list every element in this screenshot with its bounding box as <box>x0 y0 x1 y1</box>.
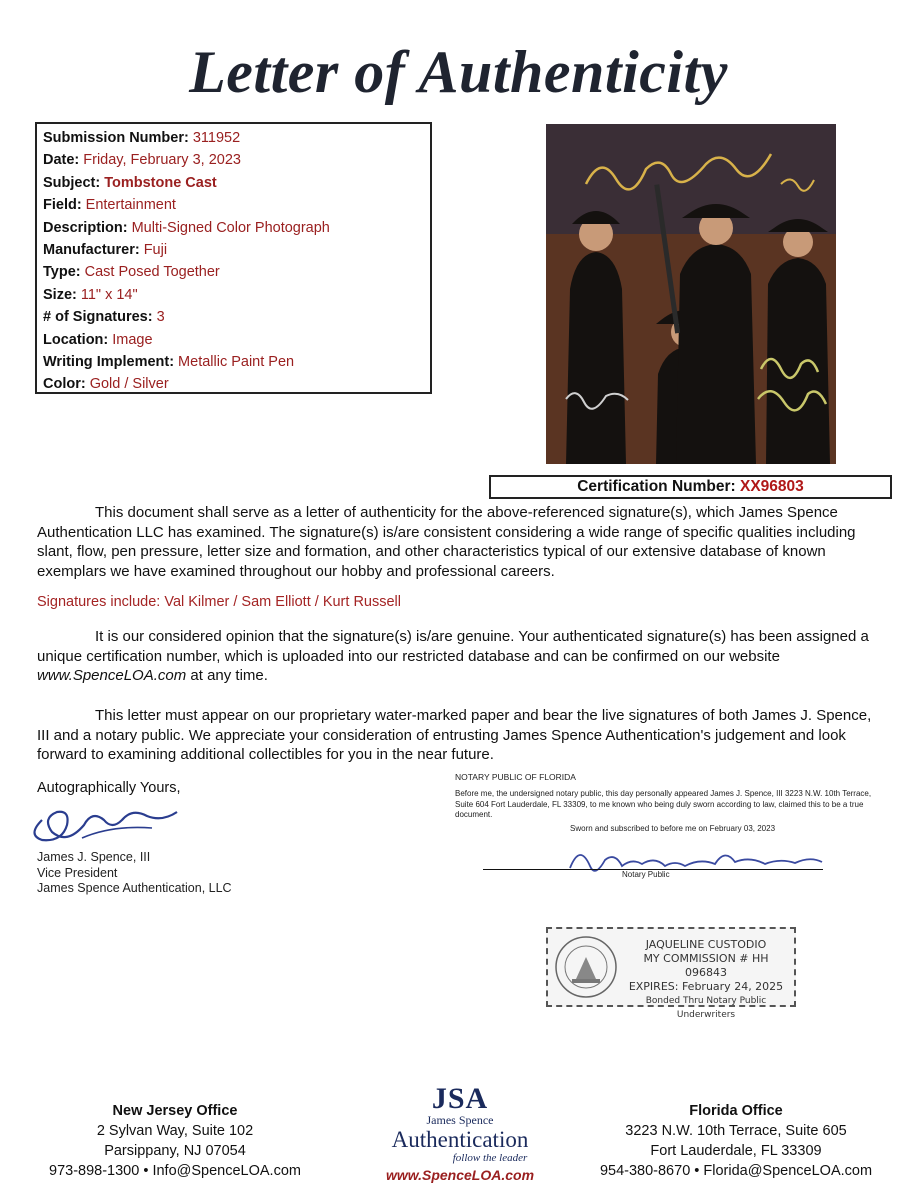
stamp-text: JAQUELINE CUSTODIO MY COMMISSION # HH 096843 EXPIRES: February 24, 2025 Bonded Thru Notary Public Underwriters <box>628 938 784 1020</box>
notary-stamp <box>546 927 796 1020</box>
nj-office-title: New Jersey Office <box>112 1103 238 1119</box>
paragraph-examination: This document shall serve as a letter of authenticity for the above-referenced signature(s), which James Spence Authentication LLC has examined. The signature(s) is/are consistent considering a wide range of specific qualities including slant, flow, pen pressure, letter size and formation, and other characteristics typical of our extensive database of known exemplars we have examined throughout our hobby and professional careers. <box>37 504 856 580</box>
detail-row: Manufacturer: Fuji <box>43 241 168 258</box>
details-box <box>35 122 432 394</box>
detail-row: Location: Image <box>43 331 153 348</box>
notary-heading: NOTARY PUBLIC OF FLORIDA <box>455 772 576 782</box>
detail-row: Subject: Tombstone Cast <box>43 174 217 191</box>
detail-row: # of Signatures: 3 <box>43 309 165 326</box>
page-title: Letter of Authenticity <box>189 39 728 105</box>
certification-number: Certification Number: XX96803 <box>489 475 892 499</box>
fl-office-title: Florida Office <box>689 1103 783 1119</box>
notary-public-label: Notary Public <box>622 870 670 879</box>
detail-row: Type: Cast Posed Together <box>43 264 220 281</box>
signer-role: Vice President <box>37 865 118 880</box>
paragraph-watermark: This letter must appear on our proprietary water-marked paper and bear the live signatures of both James J. Spence, III and a notary public. We appreciate your consideration of entrusting James Spence Authentication's judgement and look forward to examining additional collectibles for you in the near future. <box>37 707 872 763</box>
signer-block <box>37 850 232 897</box>
signer-company: James Spence Authentication, LLC <box>37 881 232 895</box>
logo-url[interactable]: www.SpenceLOA.com <box>385 1167 535 1183</box>
signer-name: James J. Spence, III <box>37 850 151 864</box>
nj-office: New Jersey Office 2 Sylvan Way, Suite 102 Parsippany, NJ 07054 973-898-1300 • Info@SpenceLOA.com <box>40 1101 310 1181</box>
notary-sworn: Sworn and subscribed to before me on February 03, 2023 <box>570 824 776 833</box>
notary-signature <box>560 838 840 880</box>
notary-text: Before me, the undersigned notary public, this day personally appeared James J. Spence, III 3223 N.W. 10th Terrace, Suite 604 Fort Lauderdale, FL 33309, to me known who being duly sworn according to law, claimed this to be a true document. <box>455 789 872 819</box>
detail-row: Submission Number: 311952 <box>43 130 241 146</box>
signatures-include: Signatures include: Val Kilmer / Sam Elliott / Kurt Russell <box>37 594 401 610</box>
website-link[interactable]: www.SpenceLOA.com <box>37 667 187 684</box>
jsa-logo: JSA James Spence Authentication follow the leader www.SpenceLOA.com <box>360 1084 560 1188</box>
detail-row: Field: Entertainment <box>43 197 176 214</box>
signed-photograph <box>546 124 836 464</box>
fl-contact: 954-380-8670 • Florida@SpenceLOA.com <box>599 1163 873 1179</box>
florida-seal-icon <box>554 935 618 999</box>
paragraph-opinion: It is our considered opinion that the signature(s) is/are genuine. Your authenticated signature(s) has been assigned a unique certification number, which is uploaded into our restricted database and can be confirmed on our website www.SpenceLOA.com at any time. <box>37 628 869 684</box>
detail-row: Description: Multi-Signed Color Photograph <box>43 219 330 236</box>
nj-contact: 973-898-1300 • Info@SpenceLOA.com <box>49 1163 301 1179</box>
detail-row: Color: Gold / Silver <box>43 376 169 393</box>
detail-row: Size: 11" x 14" <box>43 286 138 303</box>
fl-office: Florida Office 3223 N.W. 10th Terrace, Suite 605 Fort Lauderdale, FL 33309 954-380-8670 • Florida@SpenceLOA.com <box>594 1101 878 1181</box>
photo-illustration <box>546 124 836 464</box>
spence-signature <box>22 790 192 850</box>
closing: Autographically Yours, <box>37 780 181 796</box>
detail-row: Writing Implement: Metallic Paint Pen <box>43 353 295 370</box>
detail-row: Date: Friday, February 3, 2023 <box>43 152 241 169</box>
